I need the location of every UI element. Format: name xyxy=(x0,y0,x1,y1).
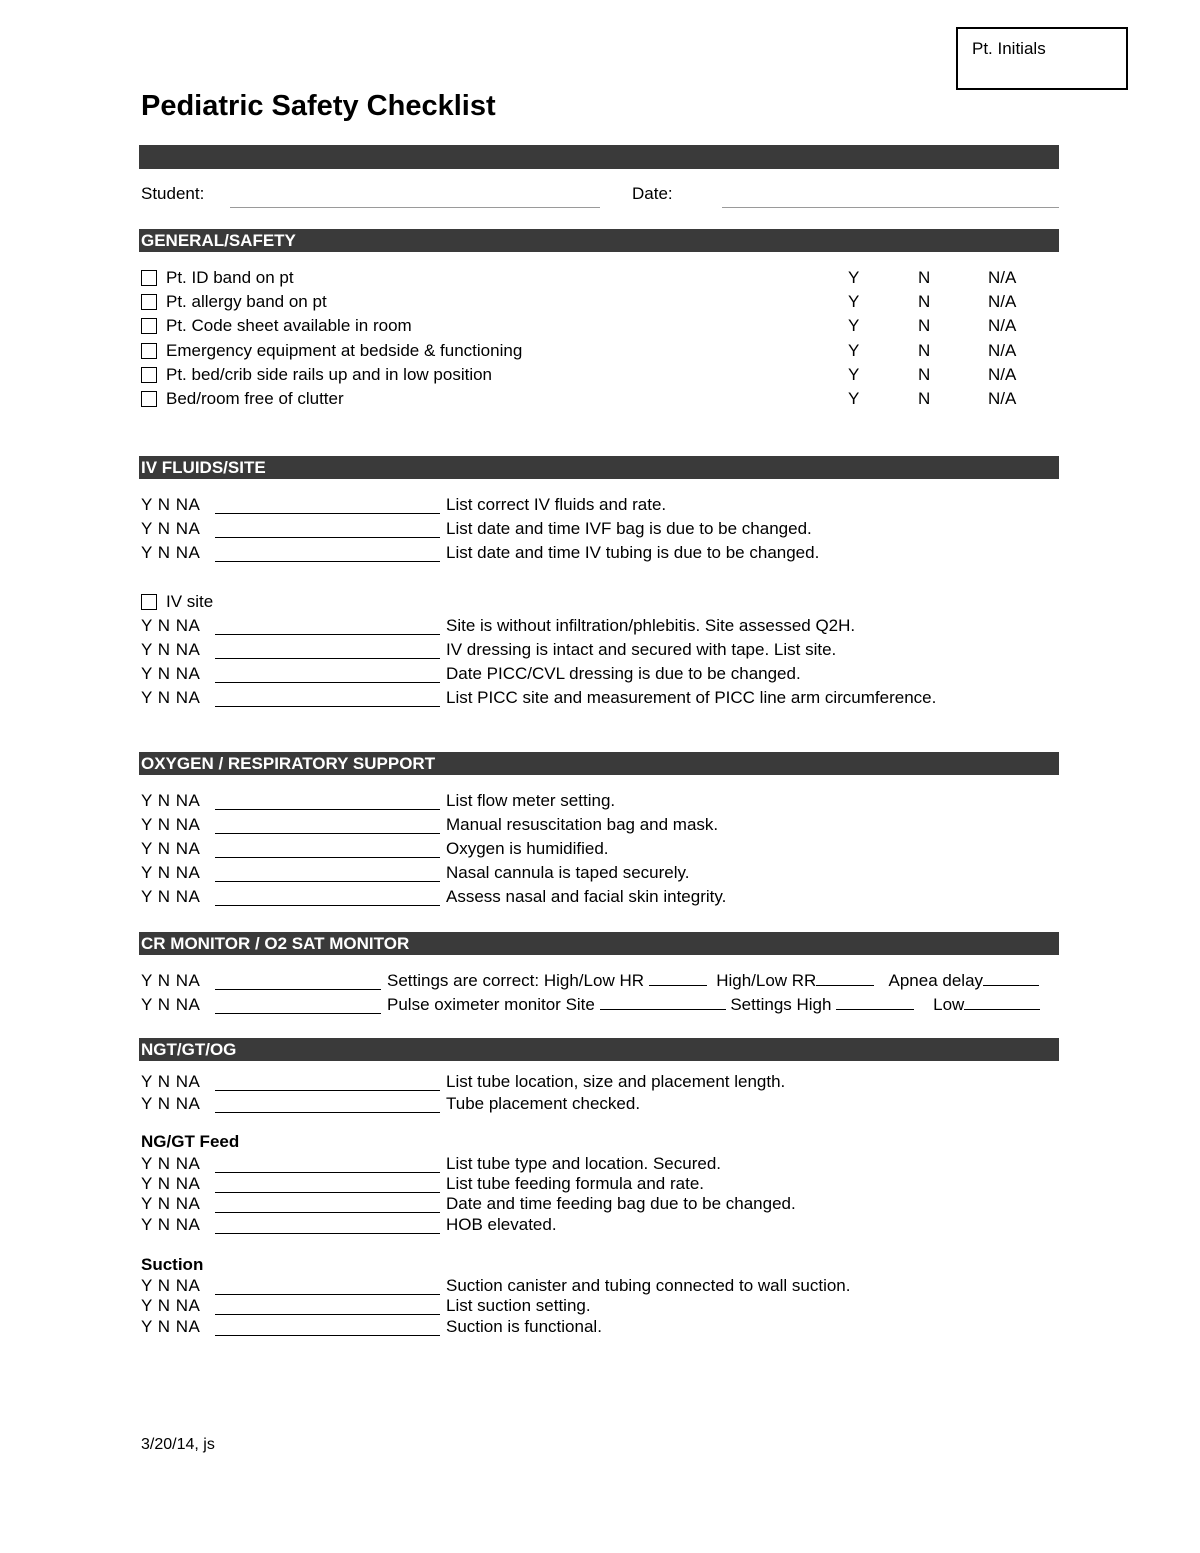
answer-blank[interactable] xyxy=(215,809,440,810)
general-item xyxy=(141,364,1061,388)
answer-blank[interactable] xyxy=(215,881,440,882)
iv-item xyxy=(141,518,1061,542)
footer-note: 3/20/14, js xyxy=(141,1436,215,1453)
yn-options[interactable]: Y N NA xyxy=(141,1174,201,1193)
yn-options[interactable]: Y N NA xyxy=(141,971,201,990)
answer-blank[interactable] xyxy=(215,537,440,538)
oxygen-item xyxy=(141,790,1061,814)
item-label: Manual resuscitation bag and mask. xyxy=(446,815,719,834)
item-label: Suction canister and tubing connected to wall suction. xyxy=(446,1276,851,1295)
na-option[interactable]: N/A xyxy=(988,316,1017,335)
low-blank[interactable] xyxy=(964,995,1040,1010)
no-option[interactable]: N xyxy=(918,292,931,311)
pt-initials-box[interactable] xyxy=(956,27,1128,90)
no-option[interactable]: N xyxy=(918,268,931,287)
no-option[interactable]: N xyxy=(918,389,931,408)
header-bar xyxy=(139,145,1059,169)
ngt-item xyxy=(141,1093,1061,1117)
section-ngt: NGT/GT/OG xyxy=(139,1038,1059,1061)
iv-site-item xyxy=(141,639,1061,663)
yes-option[interactable]: Y xyxy=(848,268,860,287)
item-label: List tube type and location. Secured. xyxy=(446,1154,722,1173)
general-item xyxy=(141,315,1061,339)
yn-options[interactable]: Y N NA xyxy=(141,495,201,514)
na-option[interactable]: N/A xyxy=(988,292,1017,311)
yn-options[interactable]: Y N NA xyxy=(141,616,201,635)
student-field[interactable] xyxy=(230,207,600,208)
answer-blank[interactable] xyxy=(215,706,440,707)
yn-options[interactable]: Y N NA xyxy=(141,640,201,659)
item-label: List tube feeding formula and rate. xyxy=(446,1174,704,1193)
answer-blank[interactable] xyxy=(215,1335,440,1336)
oxygen-item xyxy=(141,862,1061,886)
checkbox[interactable] xyxy=(141,294,157,310)
checkbox[interactable] xyxy=(141,367,157,383)
answer-blank[interactable] xyxy=(215,905,440,906)
feed-item xyxy=(141,1214,1061,1238)
date-label: Date: xyxy=(632,184,673,203)
pulse-site-blank[interactable] xyxy=(600,995,726,1010)
oxygen-item xyxy=(141,814,1061,838)
iv-site-item xyxy=(141,663,1061,687)
item-label: Pt. Code sheet available in room xyxy=(166,316,412,335)
iv-site-item xyxy=(141,687,1061,711)
item-label: IV site xyxy=(166,592,214,611)
section-oxygen: OXYGEN / RESPIRATORY SUPPORT xyxy=(139,752,1059,775)
yes-option[interactable]: Y xyxy=(848,389,860,408)
item-label: List date and time IVF bag is due to be changed. xyxy=(446,519,812,538)
apnea-label: Apnea delay xyxy=(888,971,984,990)
yn-options[interactable]: Y N NA xyxy=(141,664,201,683)
item-label: HOB elevated. xyxy=(446,1215,557,1234)
section-iv-fluids: IV FLUIDS/SITE xyxy=(139,456,1059,479)
item-label: Assess nasal and facial skin integrity. xyxy=(446,887,727,906)
yn-options[interactable]: Y N NA xyxy=(141,1194,201,1213)
general-item xyxy=(141,291,1061,315)
oxygen-item xyxy=(141,886,1061,910)
section-general-safety: GENERAL/SAFETY xyxy=(139,229,1059,252)
answer-blank[interactable] xyxy=(215,1112,440,1113)
yn-options[interactable]: Y N NA xyxy=(141,887,201,906)
checkbox[interactable] xyxy=(141,318,157,334)
yes-option[interactable]: Y xyxy=(848,292,860,311)
high-label: Settings High xyxy=(730,995,832,1014)
yn-options[interactable]: Y N NA xyxy=(141,1094,201,1113)
item-label: Emergency equipment at bedside & functioning xyxy=(166,341,523,360)
na-option[interactable]: N/A xyxy=(988,365,1017,384)
no-option[interactable]: N xyxy=(918,341,931,360)
item-label: List flow meter setting. xyxy=(446,791,616,810)
general-item xyxy=(141,388,1061,412)
item-label: Oxygen is humidified. xyxy=(446,839,609,858)
yn-options[interactable]: Y N NA xyxy=(141,1072,201,1091)
suction-item xyxy=(141,1316,1061,1340)
answer-blank[interactable] xyxy=(215,634,440,635)
answer-blank[interactable] xyxy=(215,1212,440,1213)
general-item xyxy=(141,340,1061,364)
item-label: Date and time feeding bag due to be changed. xyxy=(446,1194,796,1213)
no-option[interactable]: N xyxy=(918,365,931,384)
rr-blank[interactable] xyxy=(816,971,874,986)
item-label: Pt. allergy band on pt xyxy=(166,292,327,311)
suction-heading: Suction xyxy=(141,1255,204,1274)
checkbox[interactable] xyxy=(141,270,157,286)
yn-options[interactable]: Y N NA xyxy=(141,863,201,882)
item-label: Bed/room free of clutter xyxy=(166,389,344,408)
yes-option[interactable]: Y xyxy=(848,316,860,335)
student-label: Student: xyxy=(141,184,205,203)
hr-blank[interactable] xyxy=(649,971,707,986)
yn-options[interactable]: Y N NA xyxy=(141,1276,201,1295)
feed-heading: NG/GT Feed xyxy=(141,1132,240,1151)
answer-blank[interactable] xyxy=(215,1233,440,1234)
answer-blank[interactable] xyxy=(215,658,440,659)
answer-blank[interactable] xyxy=(215,682,440,683)
pt-initials-label: Pt. Initials xyxy=(972,39,1046,58)
na-option[interactable]: N/A xyxy=(988,341,1017,360)
na-option[interactable]: N/A xyxy=(988,389,1017,408)
yn-options[interactable]: Y N NA xyxy=(141,519,201,538)
page-title: Pediatric Safety Checklist xyxy=(141,90,496,122)
yn-options[interactable]: Y N NA xyxy=(141,1317,201,1336)
answer-blank[interactable] xyxy=(215,1013,381,1014)
iv-site-item xyxy=(141,615,1061,639)
no-option[interactable]: N xyxy=(918,316,931,335)
answer-blank[interactable] xyxy=(215,833,440,834)
section-cr-monitor: CR MONITOR / O2 SAT MONITOR xyxy=(139,932,1059,955)
answer-blank[interactable] xyxy=(215,989,381,990)
item-label: Suction is functional. xyxy=(446,1317,602,1336)
yn-options[interactable]: Y N NA xyxy=(141,791,201,810)
answer-blank[interactable] xyxy=(215,513,440,514)
item-label: Date PICC/CVL dressing is due to be changed. xyxy=(446,664,801,683)
oxygen-item xyxy=(141,838,1061,862)
answer-blank[interactable] xyxy=(215,857,440,858)
yn-options[interactable]: Y N NA xyxy=(141,839,201,858)
checkbox[interactable] xyxy=(141,343,157,359)
yn-options[interactable]: Y N NA xyxy=(141,815,201,834)
hr-label: Settings are correct: High/Low HR xyxy=(387,971,644,990)
cr-settings-line xyxy=(387,970,1039,992)
yn-options[interactable]: Y N NA xyxy=(141,543,201,562)
yn-options[interactable]: Y N NA xyxy=(141,1215,201,1234)
item-label: Tube placement checked. xyxy=(446,1094,641,1113)
cr-pulse-line xyxy=(387,994,1040,1016)
item-label: Pt. ID band on pt xyxy=(166,268,294,287)
cr-item xyxy=(141,994,1061,1018)
item-label: IV dressing is intact and secured with tape. List site. xyxy=(446,640,837,659)
checkbox[interactable] xyxy=(141,594,157,610)
pulse-site-label: Pulse oximeter monitor Site xyxy=(387,995,595,1014)
item-label: Pt. bed/crib side rails up and in low position xyxy=(166,365,493,384)
cr-item xyxy=(141,970,1061,994)
answer-blank[interactable] xyxy=(215,561,440,562)
item-label: List date and time IV tubing is due to be changed. xyxy=(446,543,820,562)
yn-options[interactable]: Y N NA xyxy=(141,1154,201,1173)
yn-options[interactable]: Y N NA xyxy=(141,1296,201,1315)
item-label: List PICC site and measurement of PICC line arm circumference. xyxy=(446,688,937,707)
iv-item xyxy=(141,494,1061,518)
item-label: List correct IV fluids and rate. xyxy=(446,495,667,514)
checkbox[interactable] xyxy=(141,391,157,407)
answer-blank[interactable] xyxy=(215,1314,440,1315)
low-label: Low xyxy=(933,995,965,1014)
yes-option[interactable]: Y xyxy=(848,341,860,360)
apnea-blank[interactable] xyxy=(983,971,1039,986)
item-label: List tube location, size and placement length. xyxy=(446,1072,786,1091)
ngt-item xyxy=(141,1071,1061,1095)
yn-options[interactable]: Y N NA xyxy=(141,995,201,1014)
item-label: Nasal cannula is taped securely. xyxy=(446,863,690,882)
na-option[interactable]: N/A xyxy=(988,268,1017,287)
item-label: List suction setting. xyxy=(446,1296,591,1315)
general-item xyxy=(141,267,1061,291)
date-field[interactable] xyxy=(722,207,1059,208)
rr-label: High/Low RR xyxy=(716,971,817,990)
high-blank[interactable] xyxy=(836,995,914,1010)
item-label: Site is without infiltration/phlebitis. Site assessed Q2H. xyxy=(446,616,856,635)
yes-option[interactable]: Y xyxy=(848,365,860,384)
answer-blank[interactable] xyxy=(215,1090,440,1091)
yn-options[interactable]: Y N NA xyxy=(141,688,201,707)
iv-site-item xyxy=(141,591,1061,615)
iv-item xyxy=(141,542,1061,566)
